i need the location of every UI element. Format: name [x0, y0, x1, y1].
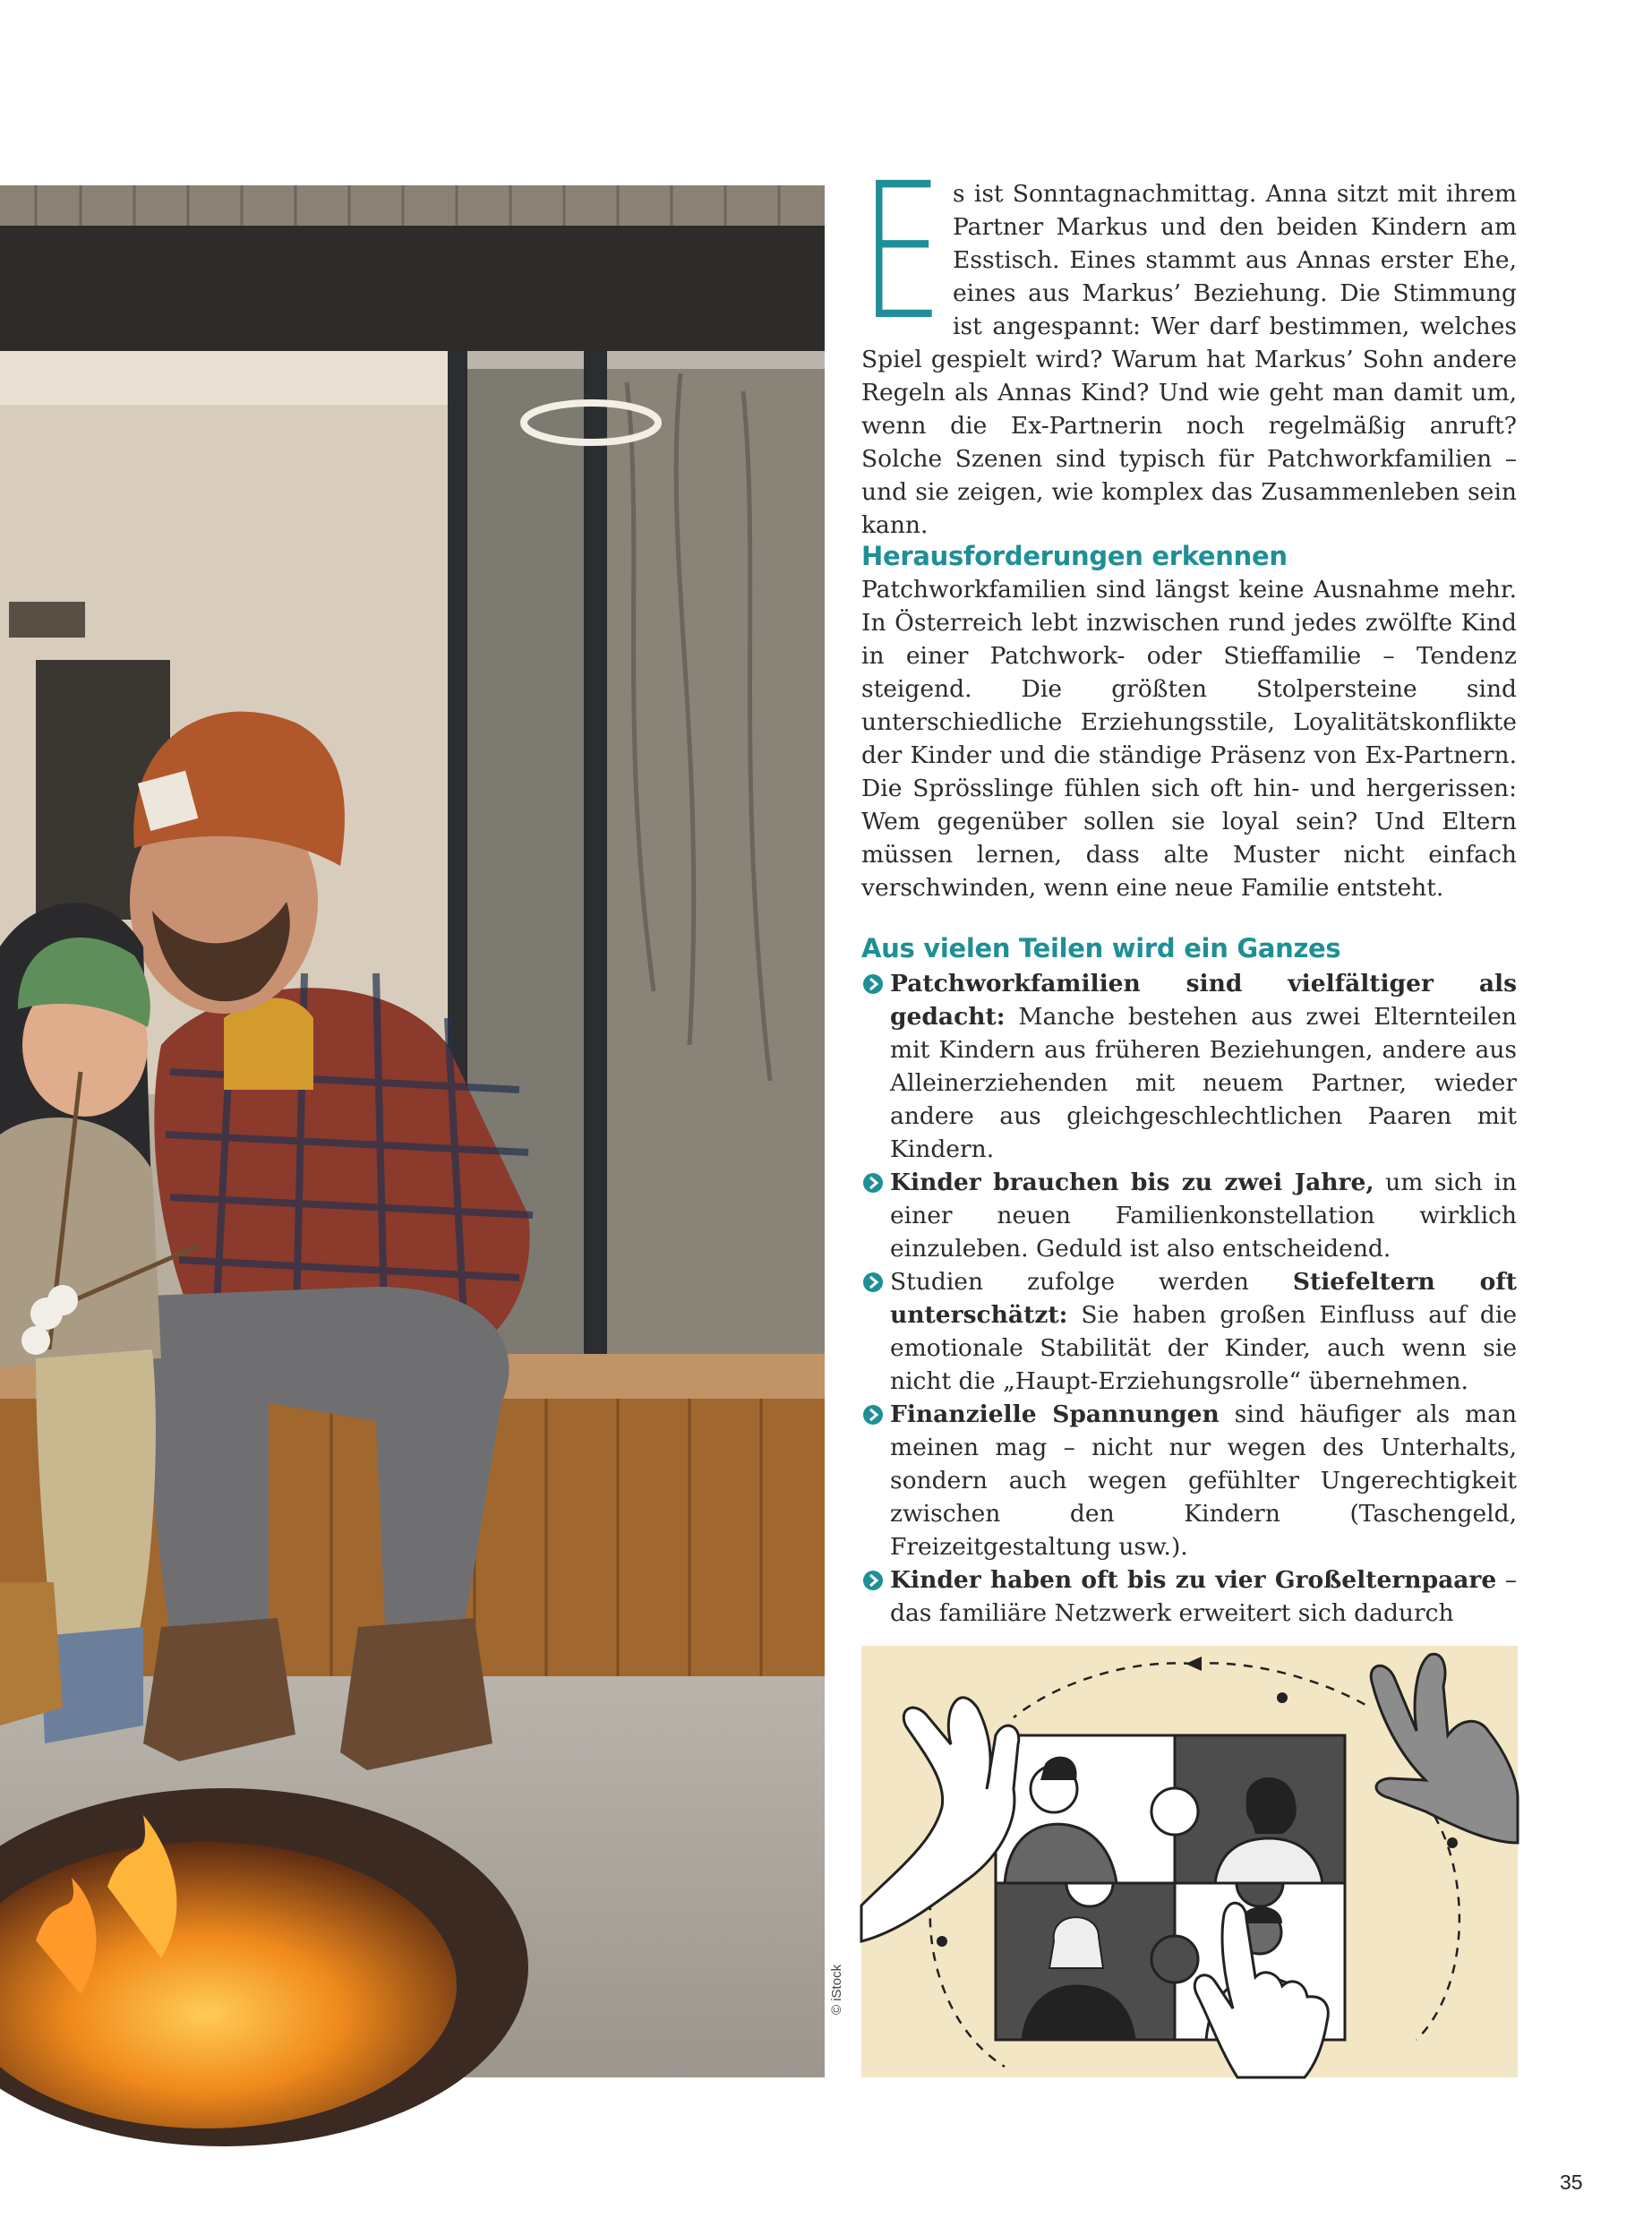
section-heading-ganzes: Aus vielen Teilen wird ein Ganzes: [861, 933, 1341, 963]
list-item: [861, 1166, 1517, 1265]
family-photo: [0, 185, 825, 2077]
page-number: 35: [1560, 2171, 1583, 2194]
list-item-bold: Finanzielle Spannungen: [890, 1400, 1220, 1428]
list-item: [861, 1265, 1517, 1398]
list-item-text: Sie haben großen Einfluss auf die emotionale Stabilität der Kinder, auch wenn sie nicht die „Haupt-Erziehungsrolle“ übernehmen.: [890, 1301, 1517, 1395]
puzzle-illustration: [861, 1646, 1518, 2077]
list-item-bold: Patchworkfamilien sind vielfältiger als gedacht:: [890, 970, 1517, 1031]
bullet-list: [861, 967, 1517, 1630]
chevron-right-icon: [863, 1272, 883, 1292]
section1-paragraph: Patchworkfamilien sind längst keine Ausnahme mehr. In Österreich lebt inzwischen rund jedes zwölfte Kind in einer Patchwork- oder Stieffamilie – Tendenz steigend. Die größten Stolpersteine sind unterschiedliche Erziehungsstile, Loyalitätskonflikte der Kinder und die ständige Präsenz von Ex-Partnern. Die Sprösslinge fühlen sich oft hin- und hergerissen: Wem gegenüber sollen sie loyal sein? Und Eltern müssen lernen, dass alte Muster nicht einfach verschwinden, wenn eine neue Familie entsteht.: [861, 576, 1517, 902]
chevron-right-icon: [863, 1173, 883, 1193]
list-item-text: – das familiäre Netzwerk erweitert sich dadurch: [890, 1566, 1517, 1627]
chevron-right-icon: [863, 1571, 883, 1590]
list-item-text: sind häufiger als man meinen mag – nicht nur wegen des Unterhalts, sondern auch wegen gefühlter Ungerechtigkeit zwischen den Kindern (Taschengeld, Freizeitgestaltung usw.).: [890, 1400, 1518, 1561]
list-item-bold: Kinder haben oft bis zu vier Großelternpaare: [890, 1566, 1497, 1594]
intro-paragraph: [860, 142, 1517, 542]
list-item-pre: Studien zufolge werden: [890, 1268, 1293, 1296]
list-item-text: Manche bestehen aus zwei Elternteilen mit Kindern aus früheren Beziehungen, andere aus Alleinerziehenden mit neuem Partner, wieder andere aus gleichgeschlechtlichen Paaren mit Kindern.: [890, 1003, 1517, 1163]
dropcap-text: E: [860, 142, 944, 362]
list-item-bold: Stiefeltern oft unterschätzt:: [890, 1268, 1517, 1329]
list-item: [861, 1563, 1517, 1630]
intro-text: s ist Sonntagnachmittag. Anna sitzt mit ihrem Partner Markus und den beiden Kindern am Esstisch. Eines stammt aus Annas erster Ehe, eines aus Markus’ Beziehung. Die Stimmung ist angespannt: Wer darf bestimmen, welches Spiel gespielt wird? Warum hat Markus’ Sohn andere Regeln als Annas Kind? Und wie geht man damit um, wenn die Ex-Partnerin noch regelmäßig anruft? Solche Szenen sind typisch für Patchworkfamilien – und sie zeigen, wie komplex das Zusammenleben sein kann.: [861, 180, 1517, 539]
dropcap-letter: [860, 142, 946, 362]
list-item-text: um sich in einer neuen Familienkonstellation wirklich einzuleben. Geduld ist also entscheidend.: [890, 1169, 1517, 1263]
section-heading-herausforderungen: Herausforderungen erkennen: [861, 541, 1288, 571]
photo-credit: © iStock: [829, 1964, 844, 2015]
list-item: [861, 967, 1517, 1166]
chevron-right-icon: [863, 1405, 883, 1425]
list-item: [861, 1398, 1517, 1563]
chevron-right-icon: [863, 974, 883, 994]
list-item-bold: Kinder brauchen bis zu zwei Jahre,: [890, 1169, 1374, 1196]
